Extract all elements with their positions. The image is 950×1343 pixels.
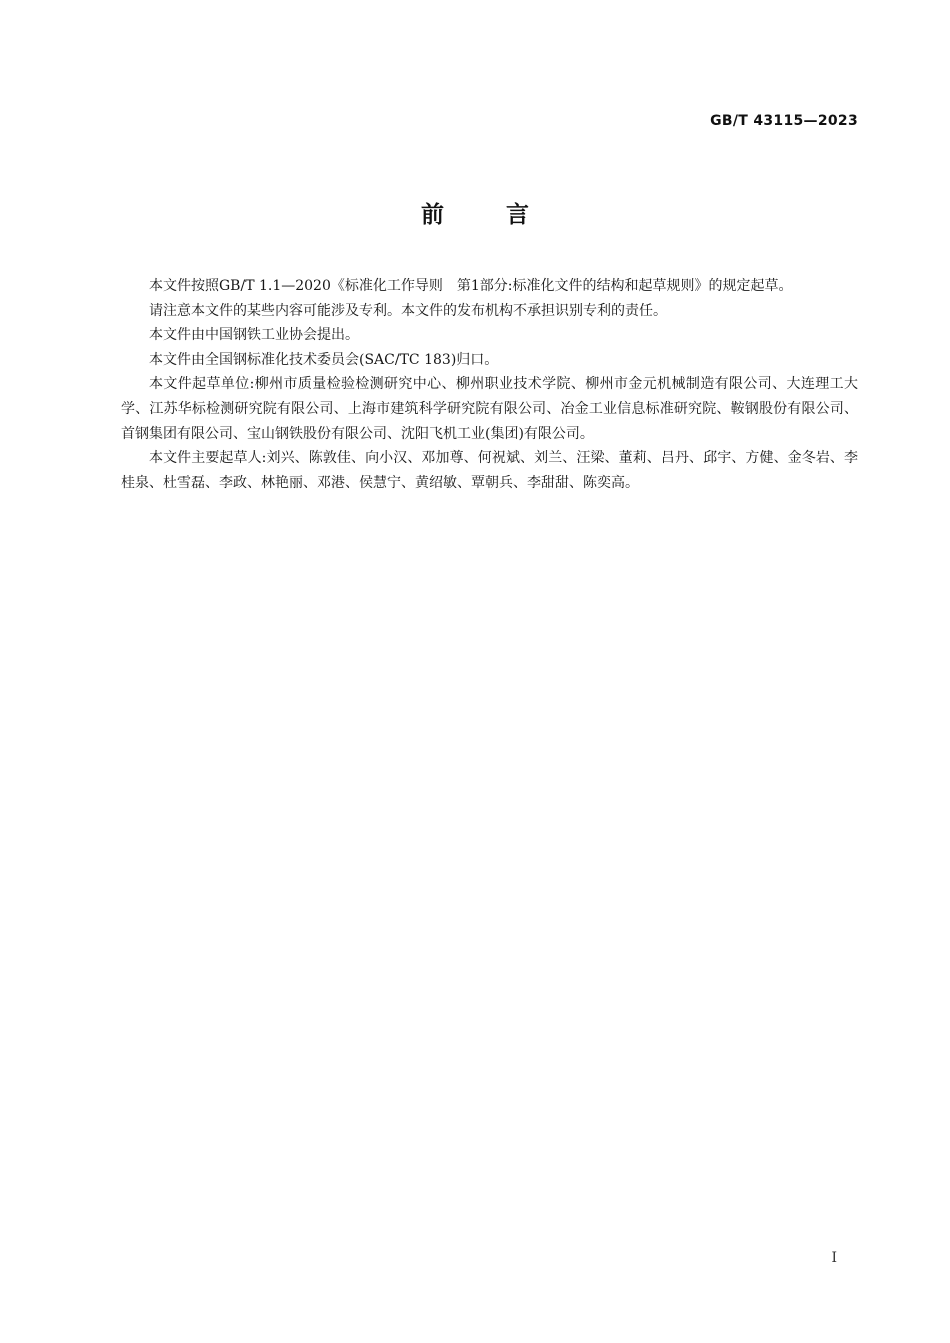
page-title: 前言 <box>421 202 591 228</box>
paragraph-patent-notice: 请注意本文件的某些内容可能涉及专利。本文件的发布机构不承担识别专利的责任。 <box>149 302 667 319</box>
foreword-body <box>121 274 858 495</box>
paragraph-proposer: 本文件由中国钢铁工业协会提出。 <box>149 327 359 344</box>
standard-number: GB/T 43115—2023 <box>710 113 858 129</box>
page-number: I <box>831 1250 837 1266</box>
paragraph-committee: 本文件由全国钢标准化技术委员会(SAC/TC 183)归口。 <box>149 351 499 368</box>
paragraph-drafting-units: 本文件起草单位:柳州市质量检验检测研究中心、柳州职业技术学院、柳州市金元机械制造有限公司、大连理工大学、江苏华标检测研究院有限公司、上海市建筑科学研究院有限公司、冶金工业信息标准研究院、鞍钢股份有限公司、首钢集团有限公司、宝山钢铁股份有限公司、沈阳飞机工业(集团)有限公司。 <box>121 376 858 442</box>
paragraph-drafting-rules: 本文件按照GB/T 1.1—2020《标准化工作导则 第1部分:标准化文件的结构和起草规则》的规定起草。 <box>149 278 793 294</box>
paragraph-drafters: 本文件主要起草人:刘兴、陈敦佳、向小汉、邓加尊、何祝斌、刘兰、汪梁、董莉、吕丹、邱宇、方健、金冬岩、李桂泉、杜雪磊、李政、林艳丽、邓港、侯慧宁、黄绍敏、覃朝兵、李甜甜、陈奕高。 <box>121 450 858 491</box>
